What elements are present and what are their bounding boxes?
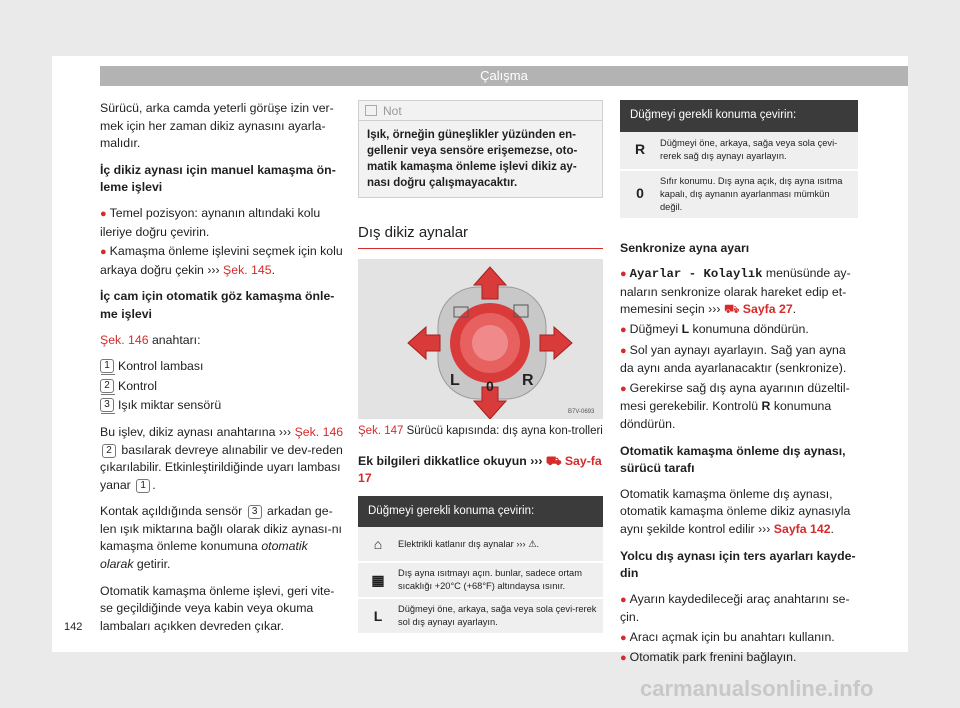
table-row: 0 Sıfır konumu. Dış ayna açık, dış ayna ısıtma kapalı, dış aynanın ayarlanması mümkün değil. (620, 171, 858, 220)
column-right (620, 100, 858, 670)
bullet-adjust-left: ● Sol yan aynayı ayarlayın. Sağ yan ayna da aynı anda ayarlanacaktır (senkronize). (620, 342, 847, 376)
extra-info-line: Ek bilgileri dikkatlice okuyun ››› ⛟ Say-fa 17 (358, 453, 602, 486)
paragraph-switch: Bu işlev, dikiz aynası anahtarına ››› Şek. 146 2 basılarak devreye alınabilir ve dev-reden çıkarılabilir. Etkinleştirildiğinde uyarı lambası yanar 1 . (100, 424, 344, 492)
table-row: R Düğmeyi öne, arkaya, sağa veya sola çevi-rerek sağ dış aynayı ayarlayın. (620, 132, 858, 171)
table-row: ⌂ Elektrikli katlanır dış aynalar ››› ⚠. (358, 527, 603, 563)
legend-list (100, 358, 344, 415)
bullet-basic-position: ● Temel pozisyon: aynanın altındaki kolu ileriye doğru çevirin. (100, 205, 321, 239)
table-header: Düğmeyi gerekli konuma çevirin: (358, 496, 603, 528)
section-title: Dış dikiz aynalar (358, 224, 603, 249)
bullet-select-key: ● Ayarın kaydedileceği araç anahtarını se-çin. (620, 591, 850, 625)
column-left (100, 100, 344, 644)
column-middle (358, 100, 603, 643)
paragraph-deactivate: Otomatik kamaşma önleme işlevi, geri vite-se geçildiğinde veya kabin veya okuma lambaları açıkken devreden çıkar. (100, 583, 335, 633)
paragraph-sensor: Kontak açıldığında sensör 3 arkadan ge-len ışık miktarına bağlı olarak dikiz aynası-nı kamaşma önleme konumuna otomatik olarak getirir. (100, 504, 342, 572)
bullet-correct-right: ● Gerekirse sağ dış ayna ayarının düzeltil-mesi gerekebilir. Kontrolü R konumuna döndürün. (620, 380, 850, 431)
ref-page-142[interactable]: Sayfa 142 (773, 521, 831, 536)
heading-sync: Senkronize ayna ayarı (620, 240, 750, 255)
table-header: Düğmeyi gerekli konuma çevirin: (620, 100, 858, 132)
table-row: ▦ Dış ayna ısıtmayı açın. bunlar, sadece ortam sıcaklığı +20°C (+68°F) altındaysa ısınır. (358, 563, 603, 599)
page-number: 142 (64, 621, 83, 633)
ref-fig-146b[interactable]: Şek. 146 (294, 424, 344, 439)
car-book-icon: ⛟ (723, 302, 740, 317)
note-text: Işık, örneğin güneşlikler yüzünden en-gellenir veya sensöre erişemezse, oto-matik kamaşma önleme işlevi dikiz ay-nası doğru çalışmayacaktır. (367, 129, 578, 189)
svg-text:R: R (522, 371, 534, 389)
mirror-knob-illustration (358, 259, 603, 419)
manual-page (52, 56, 908, 665)
paragraph-auto-exterior: Otomatik kamaşma önleme dış aynası, otomatik kamaşma önleme dikiz aynasıyla aynı şekilde kontrol edilir ››› Sayfa 142. (620, 486, 851, 536)
svg-text:L: L (450, 371, 460, 389)
bullet-open-car: ● Aracı açmak için bu anahtarı kullanın. (620, 629, 835, 644)
note-header: Not (359, 101, 602, 121)
fig-ref-line: Şek. 146 anahtarı: (100, 332, 201, 347)
heading-reverse-settings: Yolcu dış aynası için ters ayarları kayde-din (620, 548, 856, 581)
heading-manual-antiglare: İç dikiz aynası için manuel kamaşma ön-leme işlevi (100, 162, 336, 195)
intro-paragraph: Sürücü, arka camda yeterli görüşe izin ver-mek için her zaman dikiz aynasını ayarla-malıdır. (100, 101, 334, 151)
figure-caption: Şek. 147 Sürücü kapısında: dış ayna kon-trolleri (358, 424, 603, 437)
ref-fig-145[interactable]: Şek. 145 (223, 262, 272, 277)
legend-item: 2 Kontrol (100, 378, 344, 396)
heading-auto-antiglare: İç cam için otomatik göz kamaşma önle-me işlevi (100, 289, 335, 321)
knob-table-2 (620, 100, 858, 220)
note-box (358, 100, 603, 198)
mirror-control-figure (358, 259, 603, 419)
knob-table-1 (358, 496, 603, 636)
ref-page-17[interactable]: Say-fa 17 (358, 453, 602, 486)
bullet-select-antiglare: ● Kamaşma önleme işlevini seçmek için kolu arkaya doğru çekin ››› Şek. 145. (100, 244, 343, 277)
bullet-park-brake: ● Otomatik park frenini bağlayın. (620, 650, 797, 665)
heat-icon: ▦ (371, 571, 385, 588)
l-icon: L (373, 607, 383, 624)
fold-icon: ⌂ (373, 535, 383, 552)
heading-auto-exterior: Otomatik kamaşma önleme dış aynası, sürücü tarafı (620, 443, 846, 476)
car-book-icon: ⛟ (545, 453, 562, 468)
r-icon: R (634, 141, 646, 158)
ref-page-27[interactable]: Sayfa 27 (742, 302, 793, 317)
watermark: carmanualsonline.info (640, 676, 874, 701)
bullet-turn-l: ● Düğmeyi L konumuna döndürün. (620, 321, 809, 336)
table-row: L Düğmeyi öne, arkaya, sağa veya sola çevi-rerek sol dış aynayı ayarlayın. (358, 599, 603, 635)
legend-item: 1 Kontrol lambası (100, 358, 344, 376)
svg-text:0: 0 (486, 377, 494, 394)
ref-fig-146[interactable]: Şek. 146 (100, 332, 149, 347)
bullet-sync-menu: ● Ayarlar - Kolaylık menüsünde ay-naların senkronize olarak hareket edip et-memesini seçin ››› ⛟ Sayfa 27. (620, 266, 851, 317)
legend-item: 3 Işık miktar sensörü (100, 397, 344, 415)
zero-icon: 0 (636, 185, 644, 202)
page-header: Çalışma (100, 66, 908, 86)
note-icon (365, 105, 377, 116)
svg-text:B7V-0693: B7V-0693 (568, 408, 595, 415)
